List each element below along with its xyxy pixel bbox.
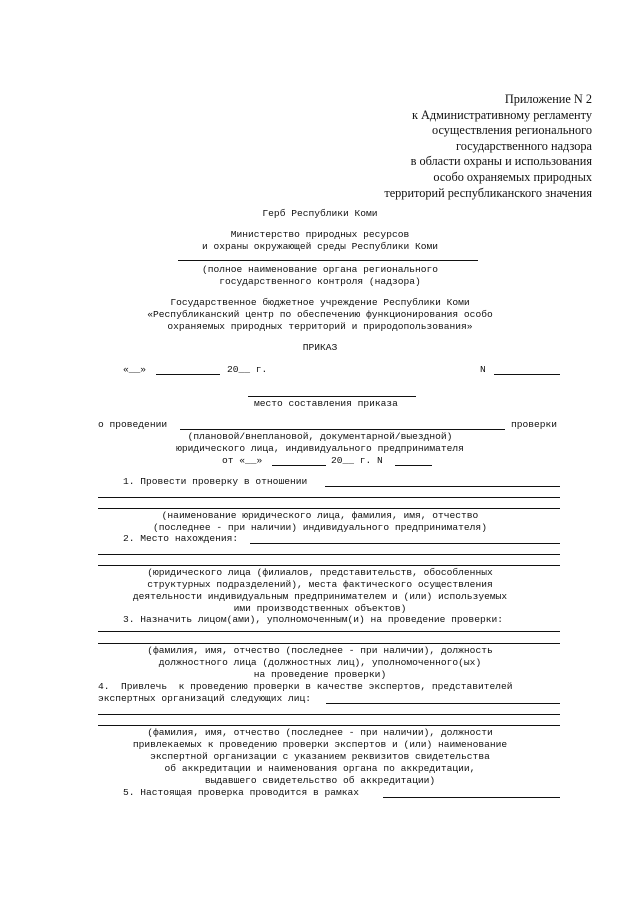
appendix-line: территорий республиканского значения <box>384 185 592 200</box>
item-4-blank-2 <box>98 714 560 715</box>
item-5-text: 5. Настоящая проверка проводится в рамках <box>123 787 360 798</box>
check-type-note: (плановой/внеплановой, документарной/выездной) <box>187 431 453 442</box>
item-3-note-line-3: на проведение проверки) <box>253 669 387 680</box>
place-label: место составления приказа <box>254 398 398 409</box>
item-4-blank-3 <box>98 725 560 726</box>
item-2-note-line-3: деятельности индивидуальным предпринимателем и (или) используемых <box>132 591 508 602</box>
place-blank <box>248 396 416 397</box>
order-title: ПРИКАЗ <box>302 342 338 353</box>
item-2-blank-3 <box>98 565 560 566</box>
appendix-line: осуществления регионального <box>432 123 592 138</box>
item-1-blank-3 <box>98 508 560 509</box>
item-2-text: 2. Место нахождения: <box>123 533 239 544</box>
organ-note-line-2: государственного контроля (надзора) <box>219 276 421 287</box>
item-2-note-line-4: ими производственных объектов) <box>233 603 407 614</box>
appendix-line: к Административному регламенту <box>411 107 592 122</box>
ministry-name-line-1: Министерство природных ресурсов <box>230 229 410 240</box>
organ-note-line-1: (полное наименование органа регионального <box>201 264 439 275</box>
item-4-note-line-5: выдавшего свидетельство об аккредитации) <box>204 775 436 786</box>
item-3-note-line-1: (фамилия, имя, отчество (последнее - при наличии), должность <box>147 645 493 656</box>
item-3-blank-2 <box>98 643 560 644</box>
appendix-line: Приложение N 2 <box>504 92 592 106</box>
item-1-text: 1. Провести проверку в отношении <box>123 476 308 487</box>
date-month-blank <box>156 374 220 375</box>
institution-line-3: охраняемых природных территорий и природопользования» <box>167 321 473 332</box>
from-number-blank <box>395 465 432 466</box>
order-number-blank <box>494 374 560 375</box>
date-day-label: «__» <box>123 364 147 375</box>
check-type-blank <box>180 429 505 430</box>
item-4-text-line-2: экспертных организаций следующих лиц: <box>98 693 312 704</box>
coat-of-arms-label: Герб Республики Коми <box>262 208 378 219</box>
item-4-note-line-3: экспертной организации с указанием реквизитов свидетельства <box>150 751 490 762</box>
date-year-label: 20__ г. <box>227 364 268 375</box>
item-2-note-line-2: структурных подразделений), места фактического осуществления <box>147 579 493 590</box>
item-1-note-line-1: (наименование юридического лица, фамилия, имя, отчество <box>161 510 479 521</box>
item-3-text: 3. Назначить лицом(ами), уполномоченным(и) на проведение проверки: <box>123 614 503 625</box>
item-2-note-line-1: (юридического лица (филиалов, представительств, обособленных <box>147 567 493 578</box>
ministry-name-line-2: и охраны окружающей среды Республики Коми <box>201 241 439 252</box>
from-month-blank <box>272 465 326 466</box>
item-2-blank-2 <box>98 554 560 555</box>
from-date-label: от «__» <box>222 455 263 466</box>
item-4-blank <box>326 703 560 704</box>
item-5-blank <box>383 797 560 798</box>
order-number-label: N <box>480 364 486 375</box>
item-3-blank <box>98 631 560 632</box>
item-4-note-line-4: об аккредитации и наименования органа по аккредитации, <box>164 763 476 774</box>
appendix-header <box>384 92 592 201</box>
item-4-note-line-2: привлекаемых к проведению проверки экспертов и (или) наименование <box>132 739 508 750</box>
item-4-text-line-1: 4. Привлечь к проведению проверки в качестве экспертов, представителей <box>98 681 513 692</box>
item-4-note-line-1: (фамилия, имя, отчество (последнее - при наличии), должности <box>147 727 493 738</box>
item-1-note-line-2: (последнее - при наличии) индивидуального предпринимателя) <box>153 522 487 533</box>
about-label: о проведении <box>98 419 168 430</box>
institution-line-1: Государственное бюджетное учреждение Республики Коми <box>170 297 470 308</box>
item-3-note-line-2: должностного лица (должностных лиц), уполномоченного(ых) <box>158 657 482 668</box>
check-word: проверки <box>511 419 558 430</box>
appendix-line: государственного надзора <box>455 138 592 153</box>
institution-line-2: «Республиканский центр по обеспечению функционирования особо <box>147 309 493 320</box>
item-1-blank <box>325 486 560 487</box>
item-2-blank <box>250 543 560 544</box>
item-1-blank-2 <box>98 497 560 498</box>
subject-note: юридического лица, индивидуального предпринимателя <box>176 443 464 454</box>
from-year-label: 20__ г. N <box>331 455 383 466</box>
appendix-line: в области охраны и использования <box>410 154 592 169</box>
organ-name-blank <box>178 260 478 261</box>
appendix-line: особо охраняемых природных <box>433 169 592 184</box>
